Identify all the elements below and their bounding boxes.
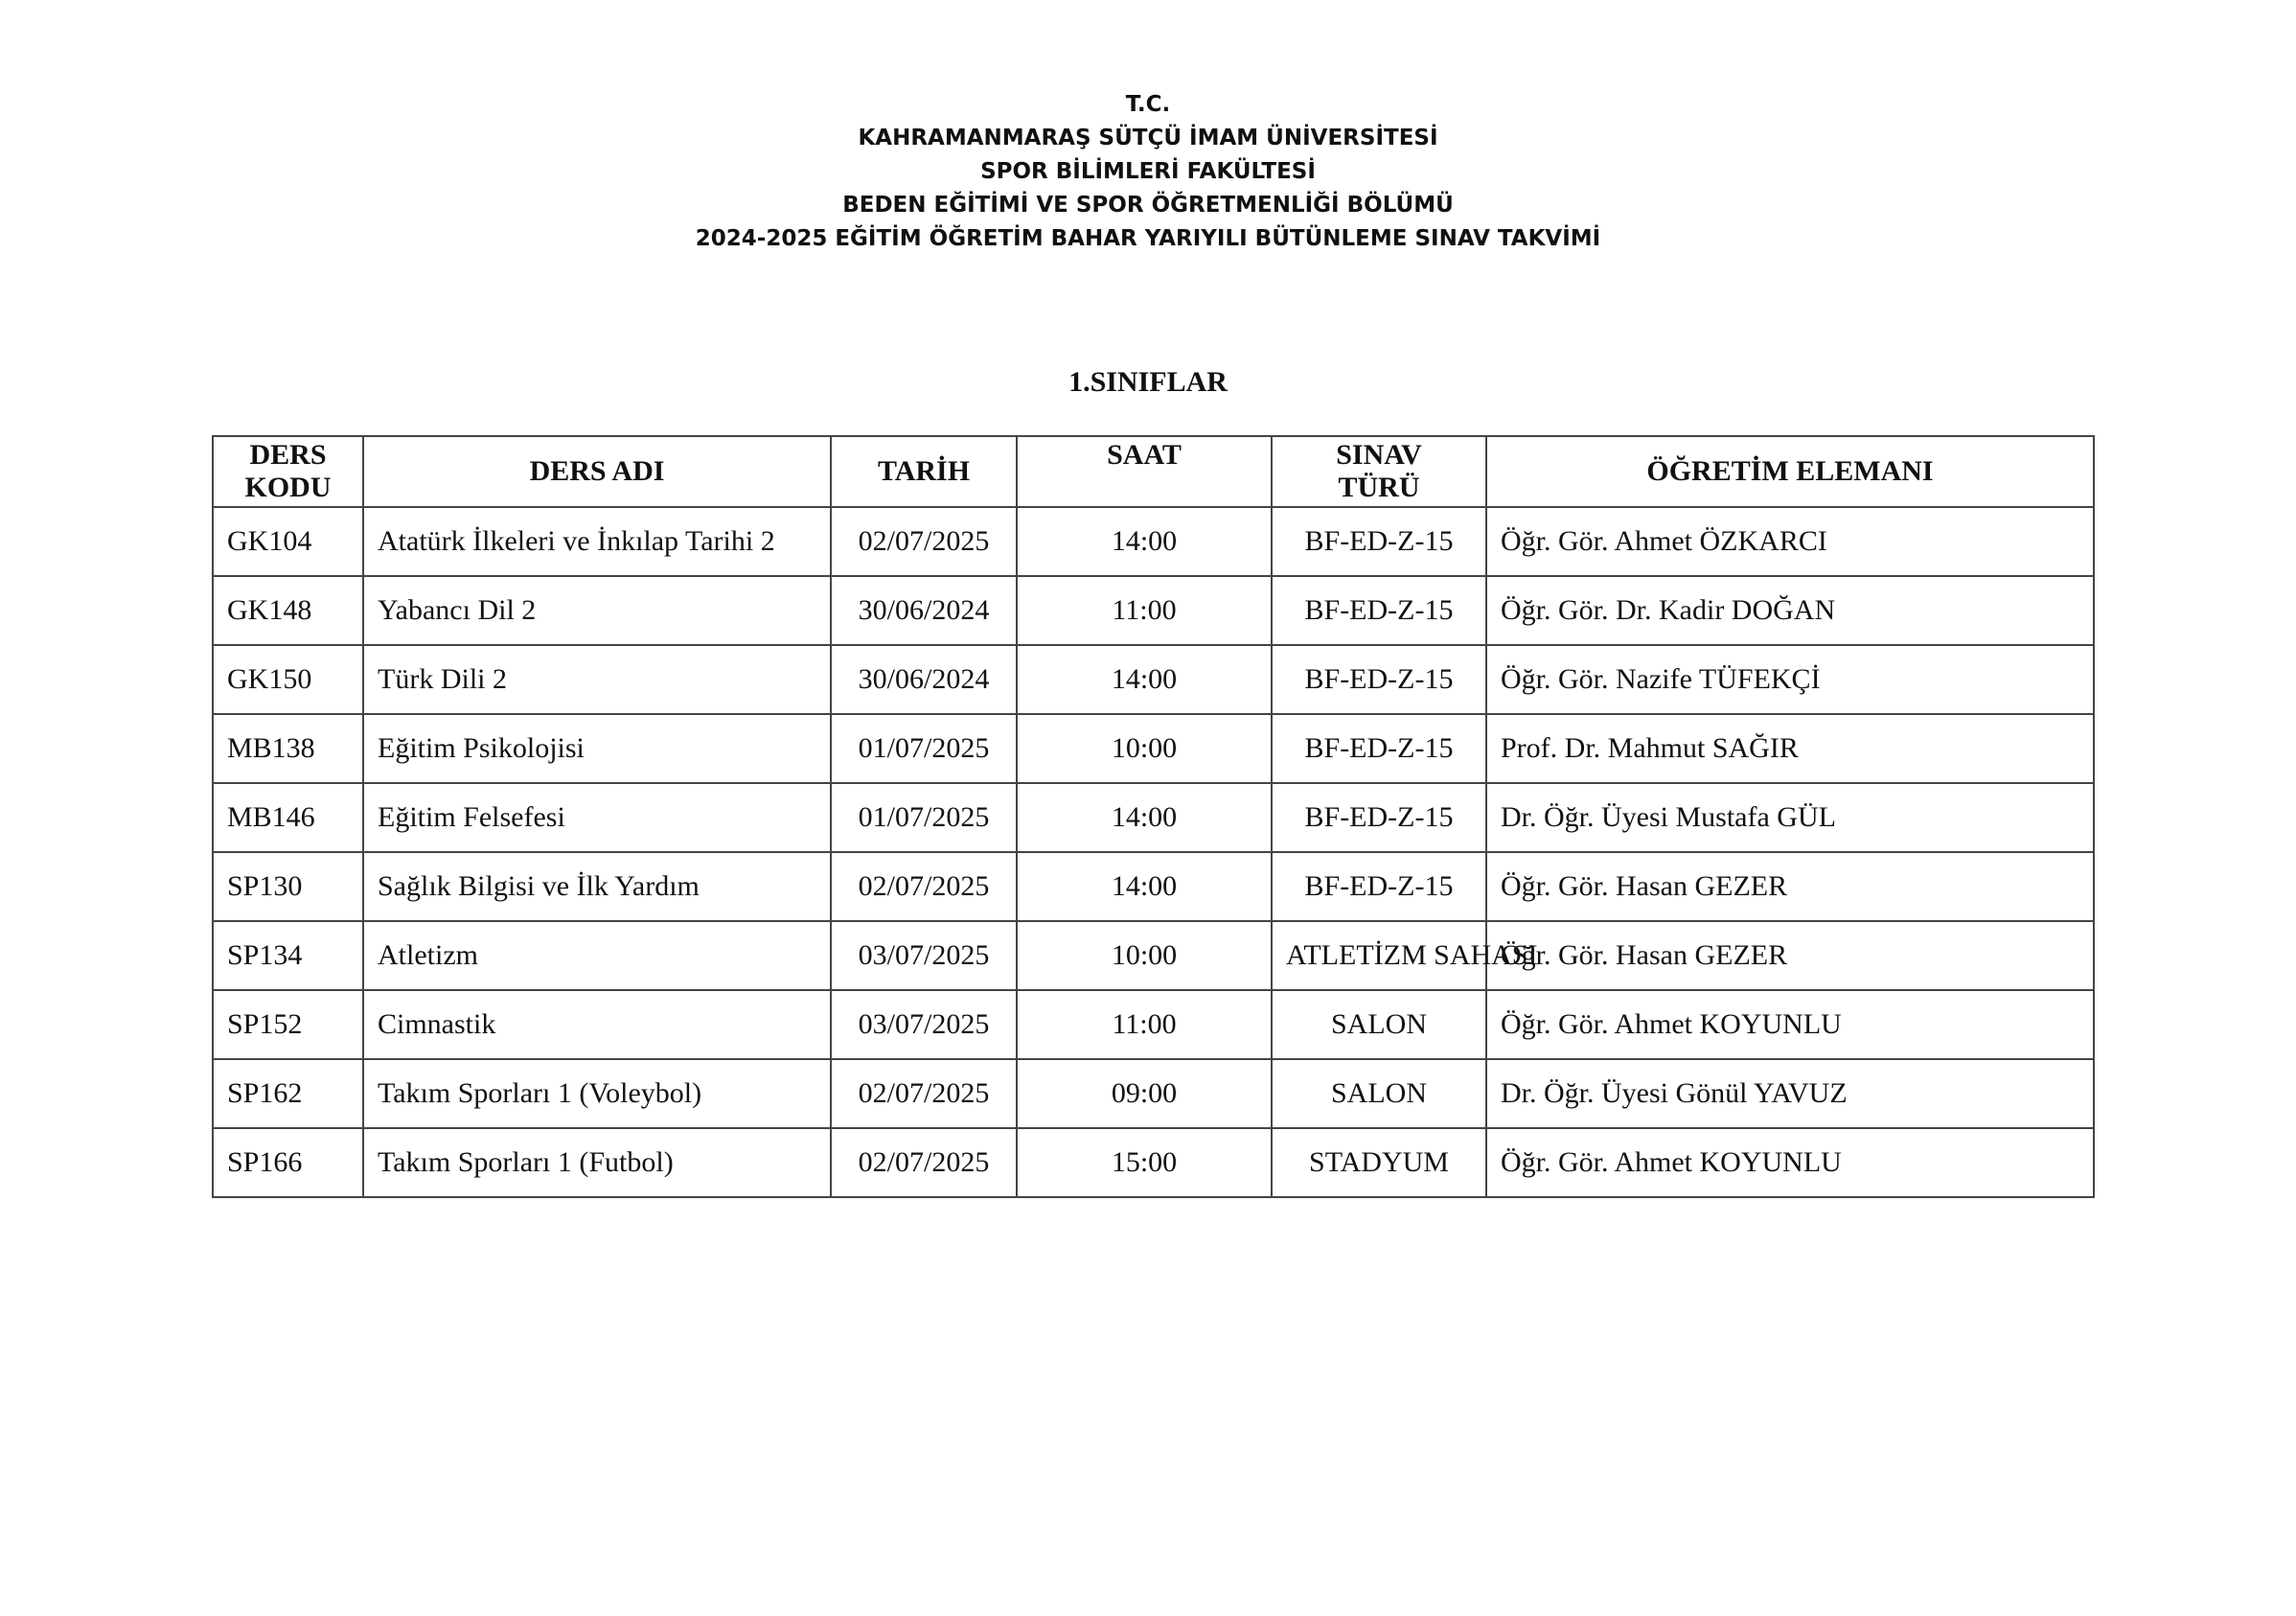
- exam-date: 02/07/2025: [831, 507, 1017, 576]
- course-name: Sağlık Bilgisi ve İlk Yardım: [363, 852, 831, 921]
- table-row: [213, 576, 2094, 645]
- table-row: [213, 852, 2094, 921]
- exam-date: 01/07/2025: [831, 714, 1017, 783]
- table-row: [213, 921, 2094, 990]
- document-header: [0, 88, 2296, 256]
- column-header-time: SAAT: [1017, 436, 1272, 507]
- exam-date: 02/07/2025: [831, 852, 1017, 921]
- course-name: Atletizm: [363, 921, 831, 990]
- table-row: [213, 645, 2094, 714]
- exam-location: BF-ED-Z-15: [1272, 714, 1486, 783]
- table-header-row: [213, 436, 2094, 507]
- header-schedule-title: 2024-2025 EĞİTİM ÖĞRETİM BAHAR YARIYILI BÜTÜNLEME SINAV TAKVİMİ: [695, 226, 1601, 251]
- exam-time: 09:00: [1017, 1059, 1272, 1128]
- course-code: MB138: [213, 714, 363, 783]
- instructor-name: Öğr. Gör. Hasan GEZER: [1486, 921, 2094, 990]
- instructor-name: Dr. Öğr. Üyesi Mustafa GÜL: [1486, 783, 2094, 852]
- exam-date: 02/07/2025: [831, 1128, 1017, 1197]
- course-code: SP130: [213, 852, 363, 921]
- exam-schedule-table: [212, 435, 2095, 1198]
- exam-location: BF-ED-Z-15: [1272, 645, 1486, 714]
- course-name: Eğitim Psikolojisi: [363, 714, 831, 783]
- exam-time: 14:00: [1017, 783, 1272, 852]
- exam-location: BF-ED-Z-15: [1272, 852, 1486, 921]
- exam-date: 01/07/2025: [831, 783, 1017, 852]
- exam-date: 03/07/2025: [831, 921, 1017, 990]
- exam-time: 14:00: [1017, 507, 1272, 576]
- course-name: Yabancı Dil 2: [363, 576, 831, 645]
- exam-time: 11:00: [1017, 576, 1272, 645]
- column-header-date: TARİH: [831, 436, 1017, 507]
- table-row: [213, 783, 2094, 852]
- course-name: Takım Sporları 1 (Voleybol): [363, 1059, 831, 1128]
- course-code: GK104: [213, 507, 363, 576]
- table-row: [213, 1059, 2094, 1128]
- course-code: SP134: [213, 921, 363, 990]
- instructor-name: Öğr. Gör. Ahmet KOYUNLU: [1486, 1128, 2094, 1197]
- course-name: Cimnastik: [363, 990, 831, 1059]
- course-code: SP162: [213, 1059, 363, 1128]
- header-university: KAHRAMANMARAŞ SÜTÇÜ İMAM ÜNİVERSİTESİ: [858, 126, 1438, 150]
- exam-time: 14:00: [1017, 645, 1272, 714]
- instructor-name: Öğr. Gör. Nazife TÜFEKÇİ: [1486, 645, 2094, 714]
- instructor-name: Öğr. Gör. Ahmet KOYUNLU: [1486, 990, 2094, 1059]
- column-header-code: [213, 436, 363, 507]
- exam-date: 02/07/2025: [831, 1059, 1017, 1128]
- course-name: Takım Sporları 1 (Futbol): [363, 1128, 831, 1197]
- header-faculty: SPOR BİLİMLERİ FAKÜLTESİ: [980, 159, 1316, 184]
- instructor-name: Öğr. Gör. Dr. Kadir DOĞAN: [1486, 576, 2094, 645]
- exam-date: 03/07/2025: [831, 990, 1017, 1059]
- exam-date: 30/06/2024: [831, 645, 1017, 714]
- course-code: MB146: [213, 783, 363, 852]
- table-row: [213, 1128, 2094, 1197]
- course-code: GK148: [213, 576, 363, 645]
- column-header-type-line2: TÜRÜ: [1338, 472, 1420, 503]
- course-code: GK150: [213, 645, 363, 714]
- exam-time: 11:00: [1017, 990, 1272, 1059]
- column-header-code-line1: DERS: [249, 439, 327, 471]
- instructor-name: Öğr. Gör. Ahmet ÖZKARCI: [1486, 507, 2094, 576]
- exam-time: 10:00: [1017, 921, 1272, 990]
- table-row: [213, 990, 2094, 1059]
- course-code: SP166: [213, 1128, 363, 1197]
- header-department: BEDEN EĞİTİMİ VE SPOR ÖĞRETMENLİĞİ BÖLÜMÜ: [842, 193, 1454, 218]
- table-row: [213, 507, 2094, 576]
- exam-date: 30/06/2024: [831, 576, 1017, 645]
- column-header-name: DERS ADI: [363, 436, 831, 507]
- instructor-name: Dr. Öğr. Üyesi Gönül YAVUZ: [1486, 1059, 2094, 1128]
- course-name: Eğitim Felsefesi: [363, 783, 831, 852]
- column-header-type: [1272, 436, 1486, 507]
- header-country: T.C.: [1125, 92, 1171, 117]
- exam-time: 10:00: [1017, 714, 1272, 783]
- course-code: SP152: [213, 990, 363, 1059]
- instructor-name: Prof. Dr. Mahmut SAĞIR: [1486, 714, 2094, 783]
- exam-location: BF-ED-Z-15: [1272, 576, 1486, 645]
- exam-location: BF-ED-Z-15: [1272, 507, 1486, 576]
- exam-location: SALON: [1272, 990, 1486, 1059]
- table-row: [213, 714, 2094, 783]
- exam-time: 14:00: [1017, 852, 1272, 921]
- exam-location: BF-ED-Z-15: [1272, 783, 1486, 852]
- instructor-name: Öğr. Gör. Hasan GEZER: [1486, 852, 2094, 921]
- section-title: 1.SINIFLAR: [1068, 366, 1228, 398]
- exam-time: 15:00: [1017, 1128, 1272, 1197]
- column-header-type-line1: SINAV: [1336, 439, 1422, 471]
- course-name: Atatürk İlkeleri ve İnkılap Tarihi 2: [363, 507, 831, 576]
- column-header-code-line2: KODU: [244, 472, 332, 503]
- course-name: Türk Dili 2: [363, 645, 831, 714]
- exam-location: SALON: [1272, 1059, 1486, 1128]
- exam-location: ATLETİZM SAHASI: [1272, 921, 1486, 990]
- exam-location: STADYUM: [1272, 1128, 1486, 1197]
- column-header-instructor: ÖĞRETİM ELEMANI: [1486, 436, 2094, 507]
- table-body: [213, 507, 2094, 1197]
